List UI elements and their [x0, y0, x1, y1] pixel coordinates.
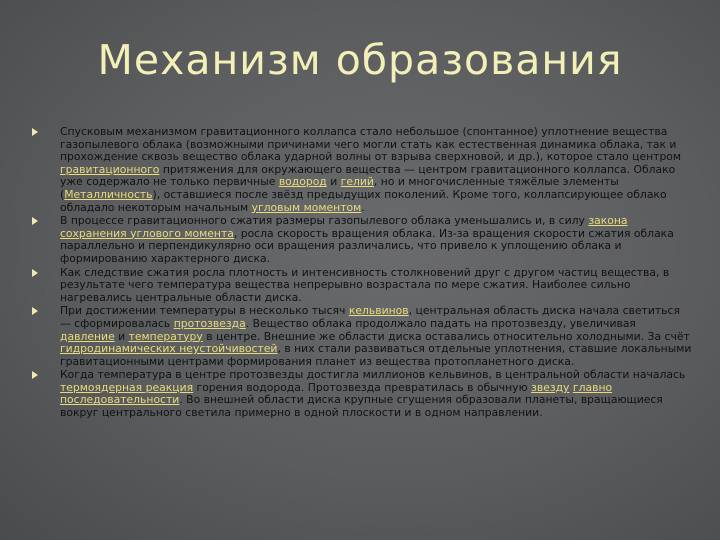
link-pressure[interactable]: давление [60, 329, 115, 343]
bullet-arrow-icon [32, 217, 38, 225]
link-kelvins[interactable]: кельвинов [348, 304, 409, 318]
bullet-text [60, 368, 685, 419]
bullet-item [32, 305, 692, 368]
link-angular-momentum[interactable]: угловым моментом [251, 200, 362, 214]
text-run: и [326, 175, 341, 189]
bullet-text [60, 266, 669, 304]
bullet-item [32, 215, 692, 265]
text-run: , но и многочисленные тяжёлые элементы ( [60, 175, 619, 201]
text-run: . [361, 200, 365, 214]
bullet-item [32, 126, 692, 214]
bullet-text [60, 214, 674, 265]
bullet-text [60, 125, 681, 214]
text-run: , росла скорость вращения облака. Из-за вращения скорости сжатия облака параллельно и перпендикулярно оси вращения различались, что привело к уплощению облака и формированию характерного диска. [60, 226, 674, 265]
link-main-sequence[interactable]: главно последовательности [60, 380, 613, 407]
bullet-item [32, 369, 692, 419]
link-star[interactable]: звезду [531, 380, 570, 394]
text-run: и [114, 329, 129, 343]
bullet-arrow-icon [32, 128, 38, 136]
bullet-arrow-icon [32, 307, 38, 315]
bullet-arrow-icon [32, 269, 38, 277]
link-gravitational[interactable]: гравитационного [60, 162, 160, 176]
text-run: в центре. Внешние же области диска оставались относительно холодными. За счёт [202, 329, 690, 343]
link-protostar[interactable]: протозвезда [173, 316, 246, 330]
slide-title: Механизм образования [97, 36, 623, 84]
link-temperature[interactable]: температуру [128, 329, 203, 343]
link-conservation-angular-momentum[interactable]: закона сохранения углового момента [60, 214, 628, 240]
bullet-item [32, 267, 692, 305]
text-run: При достижении температуры в несколько тысяч [60, 304, 349, 318]
link-hydrogen[interactable]: водород [278, 175, 327, 189]
text-run: , в них стали развиваться отдельные уплотнения, ставшие локальными гравитационными центрами формирования планет из вещества протопланетного диска. [60, 342, 692, 368]
text-run: , центральная область диска начала светиться — сформировалась [60, 304, 680, 330]
bullet-arrow-icon [32, 371, 38, 379]
text-run: горения водорода. Протозвезда превратилась в обычную [193, 380, 532, 394]
link-thermonuclear-reaction[interactable]: термоядерная реакция [60, 380, 194, 394]
bullet-text [60, 304, 691, 367]
text-run: . Во внешней области диска крупные сгущения образовали планеты, вращающиеся вокруг центрального светила примерно в одной плоскости и в одном направлении. [60, 393, 663, 420]
text-run: Спусковым механизмом гравитационного коллапса стало небольшое (спонтанное) уплотнение вещества газопылевого облака (возможными причинами чего могли стать как естественная динамика облака, так и прохождение сквозь вещество облака ударной волны от взрыва сверхновой, и др.), которое стало центром [60, 125, 682, 164]
text-run: . Вещество облака продолжало падать на протозвезду, увеличивая [245, 316, 636, 330]
text-run: В процессе гравитационного сжатия размеры газопылевого облака уменьшались и, в силу [60, 214, 589, 228]
bullet-list [32, 126, 692, 421]
text-run: Как следствие сжатия росла плотность и интенсивность столкновений друг с другом частиц вещества, в результате чего температура вещества непрерывно возрастала по мере сжатия. Наиболее сильно нагревались центральные области диска. [60, 265, 670, 304]
text-run: ), оставшиеся после звёзд предыдущих поколений. Кроме того, коллапсирующее облако обладало некоторым начальным [60, 187, 667, 214]
link-hydrodynamic-instabilities[interactable]: гидродинамических неустойчивостей [60, 342, 278, 356]
link-helium[interactable]: гелий [340, 175, 374, 189]
link-metallicity[interactable]: Металличность [64, 187, 153, 201]
text-run: Когда температура в центре протозвезды достигла миллионов кельвинов, в центральной области началась [60, 368, 686, 382]
text-run: притяжения для окружающего вещества — центром гравитационного коллапса. Облако уже содержало не только первичные [60, 162, 676, 189]
